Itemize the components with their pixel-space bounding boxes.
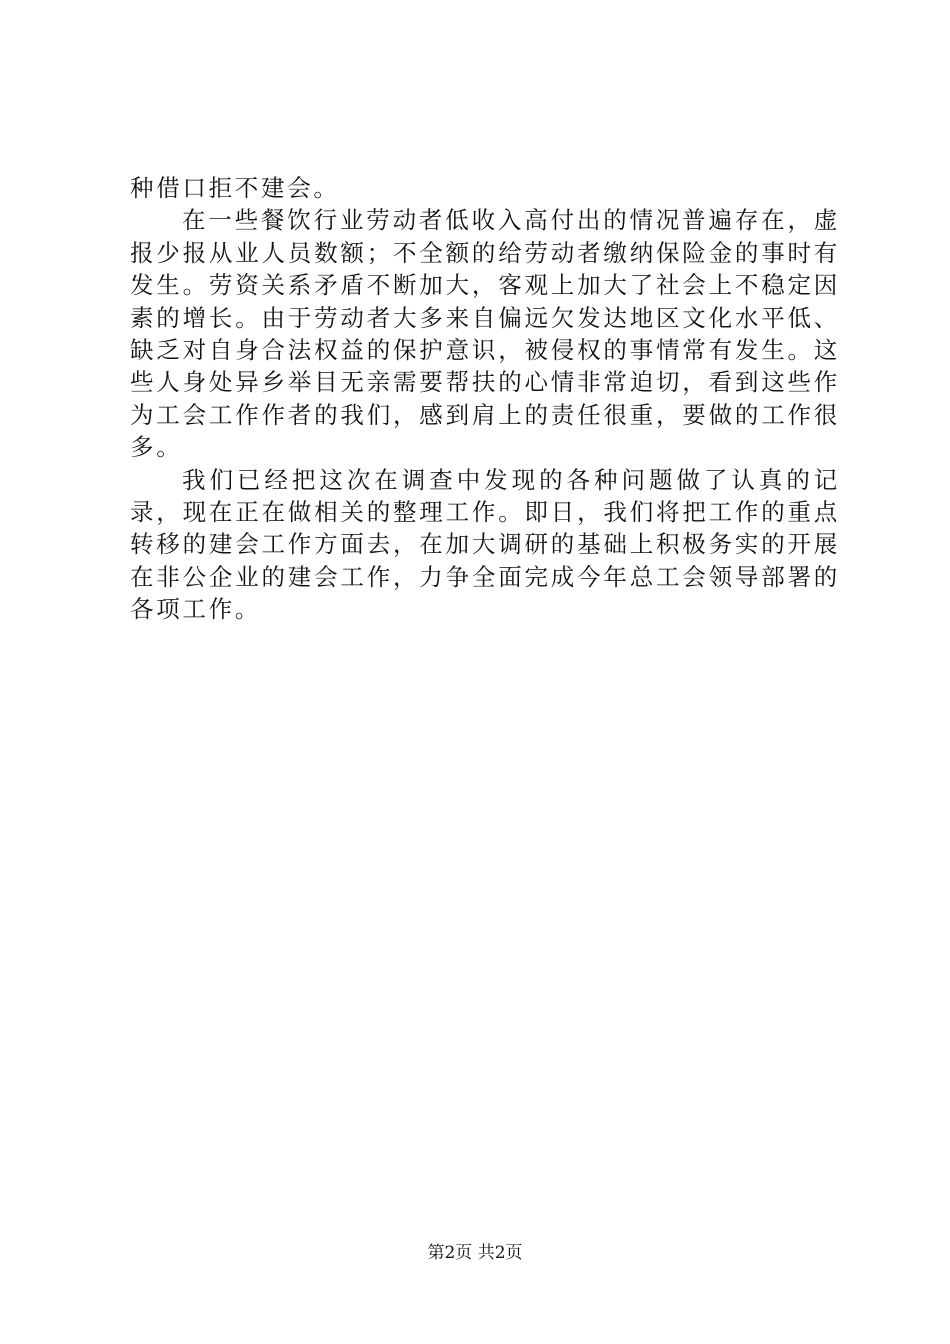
page-number-footer: 第2页 共2页 xyxy=(427,1243,523,1263)
paragraph-continuation: 种借口拒不建会。 xyxy=(130,174,340,202)
paragraph-labor-issues: 在一些餐饮行业劳动者低收入高付出的情况普遍存在，虚报少报从业人员数额；不全额的给劳动者缴纳保险金的事时有发生。劳资关系矛盾不断加大，客观上加大了社会上不稳定因素的增长。由于劳动者大多来自偏远欠发达地区文化水平低、缺乏对自身合法权益的保护意识，被侵权的事情常有发生。这些人身处异乡举目无亲需要帮扶的心情非常迫切，看到这些作为工会工作作者的我们，感到肩上的责任很重，要做的工作很多。 xyxy=(130,206,840,462)
document-body xyxy=(130,172,840,626)
paragraph-next-steps: 我们已经把这次在调查中发现的各种问题做了认真的记录，现在正在做相关的整理工作。即日，我们将把工作的重点转移的建会工作方面去，在加大调研的基础上积极务实的开展在非公企业的建会工作，力争全面完成今年总工会领导部署的各项工作。 xyxy=(130,465,840,624)
